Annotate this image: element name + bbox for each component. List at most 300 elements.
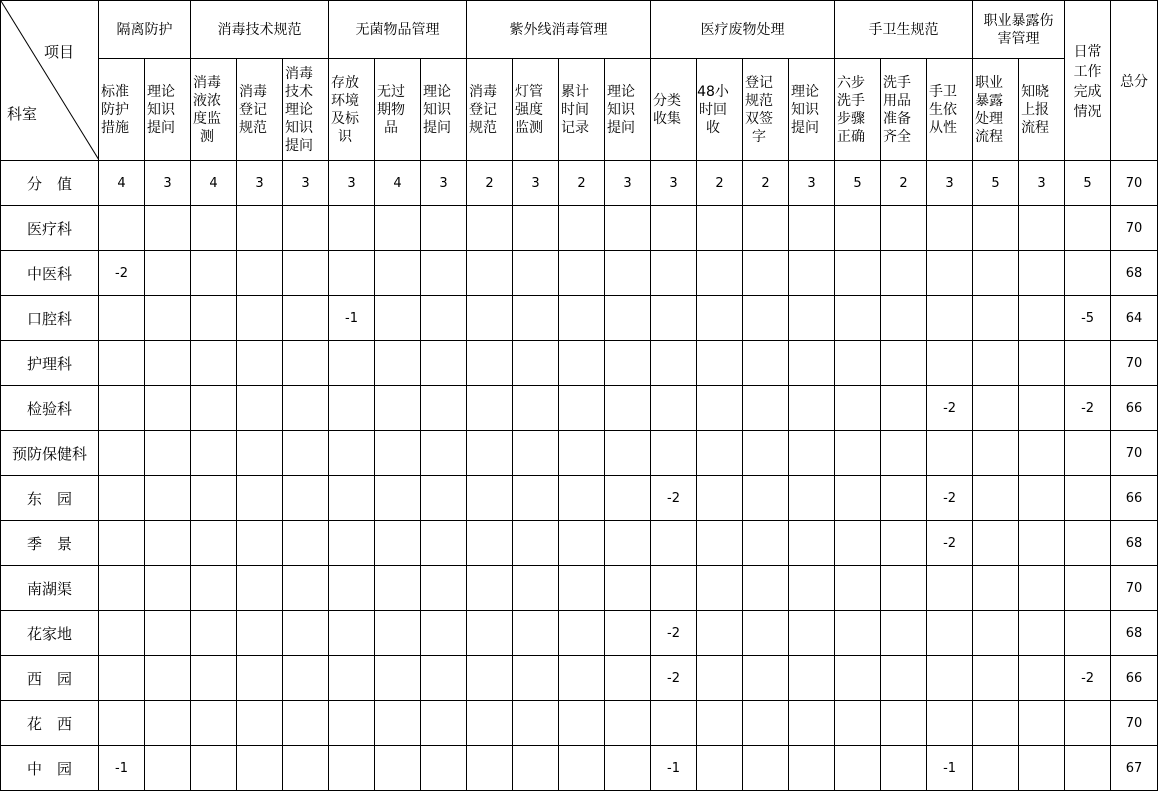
subitem-label: 理论知识提问 (423, 83, 452, 136)
deduction-cell (191, 386, 237, 431)
deduction-cell (329, 341, 375, 386)
department-cell: 西 园 (1, 656, 99, 701)
deduction-cell (421, 386, 467, 431)
deduction-cell (605, 701, 651, 746)
table-header (1, 1, 1158, 161)
deduction-cell (789, 476, 835, 521)
table-row (1, 701, 1158, 746)
total-cell: 70 (1111, 701, 1158, 746)
table-row (1, 251, 1158, 296)
score-cell: 3 (421, 161, 467, 206)
deduction-cell (559, 296, 605, 341)
deduction-cell (467, 386, 513, 431)
deduction-cell (559, 431, 605, 476)
deduction-cell (743, 251, 789, 296)
deduction-cell (973, 521, 1019, 566)
deduction-cell (651, 206, 697, 251)
deduction-cell (927, 431, 973, 476)
deduction-cell (1065, 566, 1111, 611)
score-cell: 3 (237, 161, 283, 206)
deduction-cell (605, 386, 651, 431)
score-row-label: 分 值 (1, 161, 99, 206)
total-cell: 66 (1111, 656, 1158, 701)
deduction-cell (99, 476, 145, 521)
deduction-cell (421, 251, 467, 296)
deduction-cell (559, 251, 605, 296)
deduction-cell (927, 341, 973, 386)
total-cell: 66 (1111, 386, 1158, 431)
deduction-cell (973, 431, 1019, 476)
deduction-cell (237, 251, 283, 296)
deduction-cell (835, 296, 881, 341)
deduction-cell (789, 701, 835, 746)
subitem-header (513, 59, 559, 161)
deduction-cell (191, 341, 237, 386)
subitem-label: 累计时间记录 (561, 83, 590, 136)
deduction-cell (651, 251, 697, 296)
subitem-label: 手卫生依从性 (929, 83, 958, 136)
deduction-cell (237, 611, 283, 656)
deduction-cell (789, 746, 835, 791)
subitem-label: 理论知识提问 (147, 83, 175, 136)
subitem-header (237, 59, 283, 161)
deduction-cell (697, 431, 743, 476)
deduction-cell (421, 701, 467, 746)
deduction-cell (237, 656, 283, 701)
deduction-cell (283, 296, 329, 341)
deduction-cell (973, 386, 1019, 431)
total-cell: 68 (1111, 251, 1158, 296)
deduction-cell (605, 746, 651, 791)
department-cell: 护理科 (1, 341, 99, 386)
deduction-cell (881, 431, 927, 476)
deduction-cell: -2 (927, 476, 973, 521)
deduction-cell (973, 701, 1019, 746)
deduction-cell (743, 431, 789, 476)
score-cell: 2 (697, 161, 743, 206)
deduction-cell (329, 611, 375, 656)
deduction-cell (1019, 656, 1065, 701)
corner-header-cell (1, 1, 99, 161)
deduction-cell (697, 341, 743, 386)
deduction-cell (421, 656, 467, 701)
deduction-cell (605, 566, 651, 611)
deduction-cell (605, 251, 651, 296)
score-cell: 3 (145, 161, 191, 206)
deduction-cell (1019, 566, 1065, 611)
deduction-cell (191, 746, 237, 791)
deduction-cell (835, 521, 881, 566)
deduction-cell (421, 476, 467, 521)
table-row (1, 611, 1158, 656)
deduction-cell (697, 476, 743, 521)
deduction-cell (835, 746, 881, 791)
score-cell: 4 (99, 161, 145, 206)
table-row (1, 746, 1158, 791)
deduction-cell (283, 746, 329, 791)
total-cell: 66 (1111, 476, 1158, 521)
score-value-row (1, 161, 1158, 206)
deduction-cell (743, 206, 789, 251)
score-cell: 5 (835, 161, 881, 206)
total-cell: 70 (1111, 206, 1158, 251)
deduction-cell (881, 386, 927, 431)
subitem-header (973, 59, 1019, 161)
deduction-cell (421, 431, 467, 476)
deduction-cell (191, 296, 237, 341)
deduction-cell (237, 476, 283, 521)
deduction-cell (559, 386, 605, 431)
deduction-cell (145, 521, 191, 566)
deduction-cell (421, 611, 467, 656)
deduction-cell (651, 341, 697, 386)
diagonal-divider (1, 1, 99, 160)
table-row (1, 656, 1158, 701)
deduction-cell (789, 296, 835, 341)
deduction-cell (697, 206, 743, 251)
deduction-cell (605, 656, 651, 701)
deduction-cell (651, 566, 697, 611)
subitem-label: 职业暴露处理流程 (975, 74, 1004, 145)
deduction-cell (99, 521, 145, 566)
subitem-label: 48小时回收 (697, 83, 729, 136)
deduction-cell (927, 566, 973, 611)
deduction-cell (375, 296, 421, 341)
deduction-cell (145, 206, 191, 251)
score-cell: 3 (927, 161, 973, 206)
subitem-header (283, 59, 329, 161)
department-cell: 预防保健科 (1, 431, 99, 476)
deduction-cell (881, 251, 927, 296)
deduction-cell (375, 341, 421, 386)
score-cell: 4 (191, 161, 237, 206)
deduction-cell: -2 (927, 386, 973, 431)
deduction-cell (99, 206, 145, 251)
deduction-cell (697, 611, 743, 656)
deduction-cell (697, 386, 743, 431)
deduction-cell (973, 746, 1019, 791)
deduction-cell (99, 656, 145, 701)
subitem-label: 消毒液浓度监测 (193, 74, 221, 145)
deduction-cell (1065, 206, 1111, 251)
table-row (1, 206, 1158, 251)
deduction-cell (467, 296, 513, 341)
deduction-cell (191, 431, 237, 476)
deduction-cell (99, 611, 145, 656)
deduction-cell (559, 341, 605, 386)
deduction-cell (973, 341, 1019, 386)
deduction-cell (237, 296, 283, 341)
subitem-header (191, 59, 237, 161)
deduction-cell (375, 386, 421, 431)
deduction-cell (329, 521, 375, 566)
deduction-cell (1019, 701, 1065, 746)
deduction-cell (145, 431, 191, 476)
deduction-cell (559, 521, 605, 566)
subitem-header (1019, 59, 1065, 161)
deduction-cell (329, 476, 375, 521)
deduction-cell (99, 701, 145, 746)
score-cell: 3 (283, 161, 329, 206)
deduction-cell (513, 206, 559, 251)
deduction-cell (513, 521, 559, 566)
subitem-label: 洗手用品准备齐全 (883, 74, 912, 145)
deduction-cell (789, 611, 835, 656)
deduction-cell (283, 656, 329, 701)
deduction-cell (1019, 296, 1065, 341)
corner-top-label: 项目 (43, 43, 74, 61)
deduction-cell (329, 431, 375, 476)
category-header: 紫外线消毒管理 (467, 1, 651, 59)
deduction-cell (743, 656, 789, 701)
deduction-cell (1019, 746, 1065, 791)
deduction-cell (1019, 521, 1065, 566)
subitem-header (881, 59, 927, 161)
score-cell: 2 (881, 161, 927, 206)
deduction-cell (145, 476, 191, 521)
subitem-label: 理论知识提问 (791, 83, 820, 136)
deduction-cell (697, 251, 743, 296)
deduction-cell (559, 611, 605, 656)
deduction-cell (375, 566, 421, 611)
department-cell: 检验科 (1, 386, 99, 431)
deduction-cell (743, 521, 789, 566)
deduction-cell (99, 566, 145, 611)
deduction-cell (927, 701, 973, 746)
subitem-header (605, 59, 651, 161)
subitem-header (697, 59, 743, 161)
deduction-cell: -2 (1065, 656, 1111, 701)
deduction-cell (329, 566, 375, 611)
deduction-cell (329, 251, 375, 296)
deduction-cell (283, 386, 329, 431)
deduction-cell (375, 521, 421, 566)
deduction-cell (191, 251, 237, 296)
subitem-label: 理论知识提问 (607, 83, 636, 136)
total-cell: 70 (1111, 566, 1158, 611)
total-cell: 67 (1111, 746, 1158, 791)
deduction-cell (973, 296, 1019, 341)
deduction-cell (743, 746, 789, 791)
deduction-cell (421, 521, 467, 566)
deduction-cell (605, 206, 651, 251)
deduction-cell (605, 476, 651, 521)
subitem-header-row (1, 59, 1158, 161)
deduction-cell (237, 521, 283, 566)
deduction-cell (973, 611, 1019, 656)
score-cell: 5 (1065, 161, 1111, 206)
deduction-cell (145, 656, 191, 701)
deduction-cell (697, 521, 743, 566)
subitem-header (651, 59, 697, 161)
table-row (1, 566, 1158, 611)
deduction-cell (283, 611, 329, 656)
score-cell: 3 (1019, 161, 1065, 206)
deduction-cell (881, 611, 927, 656)
deduction-cell (421, 566, 467, 611)
deduction-cell (973, 476, 1019, 521)
deduction-cell (651, 431, 697, 476)
deduction-cell (421, 746, 467, 791)
subitem-label: 分类收集 (653, 92, 682, 127)
deduction-cell: -2 (651, 476, 697, 521)
corner-bottom-label: 科室 (7, 105, 38, 123)
daily-work-label: 日常工作完成情况 (1073, 43, 1102, 120)
deduction-cell (835, 476, 881, 521)
deduction-cell (559, 656, 605, 701)
subitem-header (329, 59, 375, 161)
deduction-cell (927, 251, 973, 296)
subitem-header (835, 59, 881, 161)
deduction-cell (605, 611, 651, 656)
deduction-cell (1065, 476, 1111, 521)
deduction-cell (927, 296, 973, 341)
deduction-cell (191, 476, 237, 521)
deduction-cell (329, 746, 375, 791)
deduction-cell (145, 566, 191, 611)
deduction-cell (191, 521, 237, 566)
deduction-cell (99, 431, 145, 476)
deduction-cell (1019, 251, 1065, 296)
department-cell: 东 园 (1, 476, 99, 521)
deduction-cell (191, 656, 237, 701)
deduction-cell (651, 386, 697, 431)
category-header-row (1, 1, 1158, 59)
deduction-cell (789, 341, 835, 386)
subitem-label: 知晓上报流程 (1021, 83, 1050, 136)
department-cell: 口腔科 (1, 296, 99, 341)
score-cell: 2 (559, 161, 605, 206)
deduction-cell (237, 746, 283, 791)
deduction-cell (835, 341, 881, 386)
deduction-cell (835, 611, 881, 656)
deduction-cell (743, 341, 789, 386)
deduction-cell: -2 (651, 611, 697, 656)
deduction-cell (99, 341, 145, 386)
deduction-cell (513, 656, 559, 701)
deduction-cell (973, 566, 1019, 611)
deduction-cell (559, 206, 605, 251)
deduction-cell (375, 611, 421, 656)
score-cell: 3 (651, 161, 697, 206)
deduction-cell (1065, 746, 1111, 791)
subitem-header (145, 59, 191, 161)
deduction-cell: -2 (1065, 386, 1111, 431)
subitem-label: 消毒登记规范 (239, 83, 267, 136)
deduction-cell (881, 341, 927, 386)
deduction-cell (835, 206, 881, 251)
deduction-cell (835, 701, 881, 746)
deduction-cell (789, 206, 835, 251)
deduction-cell (881, 476, 927, 521)
subitem-header (421, 59, 467, 161)
deduction-cell (1065, 521, 1111, 566)
deduction-cell (1065, 611, 1111, 656)
deduction-cell (881, 656, 927, 701)
deduction-cell (973, 251, 1019, 296)
deduction-cell (329, 206, 375, 251)
total-cell: 70 (1111, 431, 1158, 476)
deduction-cell (283, 206, 329, 251)
total-cell: 68 (1111, 521, 1158, 566)
deduction-cell (881, 746, 927, 791)
deduction-cell (1019, 611, 1065, 656)
table-row (1, 476, 1158, 521)
category-header: 隔离防护 (99, 1, 191, 59)
deduction-cell (743, 611, 789, 656)
deduction-cell (605, 341, 651, 386)
deduction-cell (651, 701, 697, 746)
score-cell: 2 (743, 161, 789, 206)
deduction-cell (1019, 386, 1065, 431)
total-cell: 70 (1111, 341, 1158, 386)
deduction-cell (375, 656, 421, 701)
deduction-cell (283, 431, 329, 476)
deduction-cell (513, 746, 559, 791)
deduction-cell (513, 701, 559, 746)
deduction-cell (99, 386, 145, 431)
deduction-cell (697, 566, 743, 611)
subitem-header (927, 59, 973, 161)
deduction-cell (881, 566, 927, 611)
deduction-cell (1019, 341, 1065, 386)
deduction-cell (283, 566, 329, 611)
deduction-cell (191, 701, 237, 746)
deduction-cell (743, 296, 789, 341)
deduction-cell (789, 656, 835, 701)
category-header: 无菌物品管理 (329, 1, 467, 59)
deduction-cell (835, 656, 881, 701)
subitem-label: 灯管强度监测 (515, 83, 544, 136)
deduction-cell (1065, 431, 1111, 476)
deduction-cell (145, 746, 191, 791)
deduction-cell (927, 656, 973, 701)
deduction-cell (1019, 206, 1065, 251)
deduction-cell (973, 656, 1019, 701)
subitem-header (743, 59, 789, 161)
deduction-cell (973, 206, 1019, 251)
deduction-cell (651, 521, 697, 566)
subitem-header (789, 59, 835, 161)
deduction-cell (145, 251, 191, 296)
deduction-cell (743, 701, 789, 746)
deduction-cell: -2 (99, 251, 145, 296)
department-cell: 花 西 (1, 701, 99, 746)
subitem-label: 消毒登记规范 (469, 83, 498, 136)
deduction-cell (835, 566, 881, 611)
deduction-cell (789, 251, 835, 296)
deduction-cell (283, 476, 329, 521)
deduction-cell (697, 746, 743, 791)
deduction-cell (697, 296, 743, 341)
deduction-cell (375, 251, 421, 296)
deduction-cell (651, 296, 697, 341)
deduction-cell (605, 431, 651, 476)
subitem-label: 消毒技术理论知识提问 (285, 65, 313, 154)
subitem-header (375, 59, 421, 161)
table-row (1, 341, 1158, 386)
deduction-cell (145, 701, 191, 746)
subitem-label: 标准防护措施 (101, 83, 129, 136)
deduction-cell (237, 431, 283, 476)
deduction-cell (881, 521, 927, 566)
deduction-cell (559, 701, 605, 746)
deduction-cell (467, 251, 513, 296)
deduction-cell (99, 296, 145, 341)
deduction-cell (881, 296, 927, 341)
deduction-cell (1019, 476, 1065, 521)
department-cell: 中医科 (1, 251, 99, 296)
